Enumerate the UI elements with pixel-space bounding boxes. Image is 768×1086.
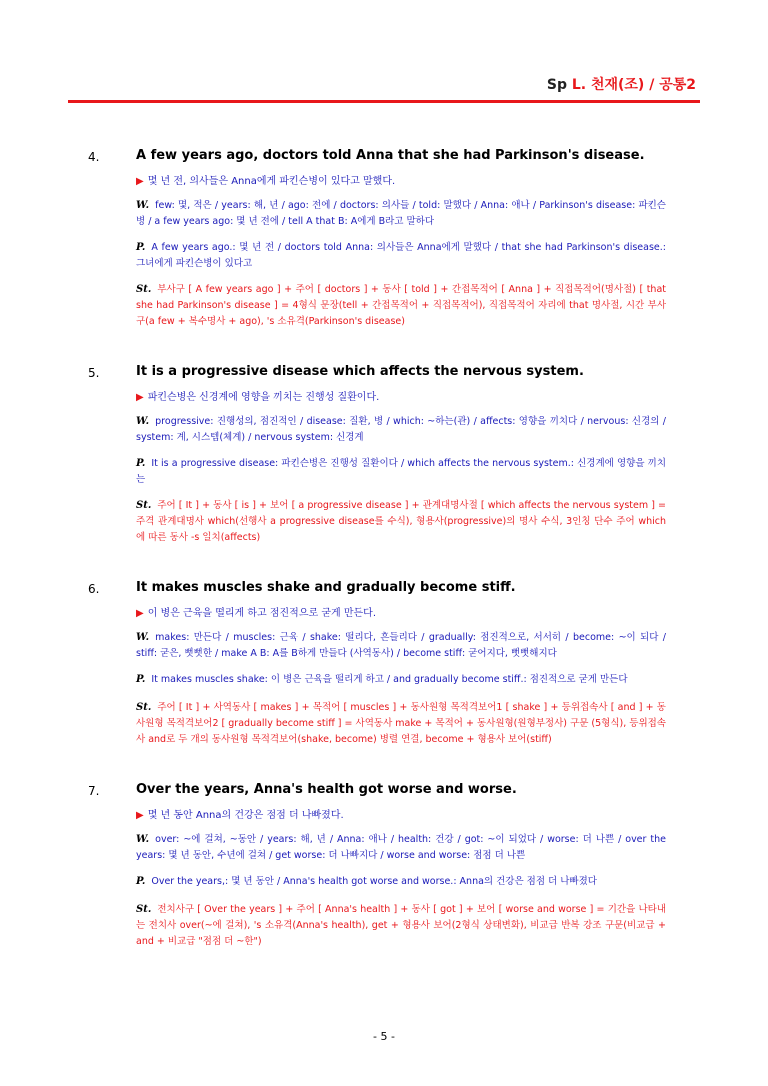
triangle-icon: ▶ xyxy=(136,608,144,619)
phrases-line: P. A few years ago.: 몇 년 전 / doctors told Anna: 의사들은 Anna에게 말했다 / that she had Parkinson's disease.: 그녀에게 파킨슨병이 있다고 xyxy=(136,242,666,269)
p-tag: P. xyxy=(136,674,146,685)
triangle-icon: ▶ xyxy=(136,392,144,403)
structure-line: St. 부사구 [ A few years ago ] + 주어 [ doctors ] + 동사 [ told ] + 간접목적어 [ Anna ] + 직접목적어(명사절) [ that she had Parkinson's disease ] = 4형식 문장(tell + 간접목적어 + 직접목적어), 직접목적어 자리에 that 명사절, 시간 부사구(a few + 복수명사 + ago), 's 소유격(Parkinson's disease) xyxy=(136,284,666,327)
item-number: 4. xyxy=(88,150,100,164)
header-rule xyxy=(68,100,700,103)
korean-translation: ▶ 이 병은 근육을 떨리게 하고 점진적으로 굳게 만든다. xyxy=(136,608,376,619)
item-number: 6. xyxy=(88,582,100,596)
st-tag: St. xyxy=(136,500,152,511)
w-tag: W. xyxy=(136,834,150,845)
page-number: - 5 - xyxy=(373,1030,395,1043)
phrases-line: P. It makes muscles shake: 이 병은 근육을 떨리게 하고 / and gradually become stiff.: 점진적으로 굳게 만든다 xyxy=(136,674,628,685)
korean-translation: ▶ 몇 년 동안 Anna의 건강은 점점 더 나빠졌다. xyxy=(136,810,344,821)
korean-translation: ▶ 몇 년 전, 의사들은 Anna에게 파킨슨병이 있다고 말했다. xyxy=(136,176,396,187)
st-tag: St. xyxy=(136,904,152,915)
english-sentence: It is a progressive disease which affects the nervous system. xyxy=(136,364,584,379)
words-line: W. makes: 만든다 / muscles: 근육 / shake: 떨리다, 흔들리다 / gradually: 점진적으로, 서서히 / become: ~이 되다 / stiff: 굳은, 뻣뻣한 / make A B: A를 B하게 만들다 (사역동사) / become stiff: 굳어지다, 뻣뻣해지다 xyxy=(136,632,666,659)
p-tag: P. xyxy=(136,242,146,253)
phrases-line: P. Over the years,: 몇 년 동안 / Anna's health got worse and worse.: Anna의 건강은 점점 더 나빠졌다 xyxy=(136,876,597,887)
phrases-line: P. It is a progressive disease: 파킨슨병은 진행성 질환이다 / which affects the nervous system.: 신경계에 영향을 끼치는 xyxy=(136,458,666,485)
words-line: W. progressive: 진행성의, 점진적인 / disease: 질환, 병 / which: ~하는(관) / affects: 영향을 끼치다 / nervous: 신경의 / system: 계, 시스템(체계) / nervous system: 신경계 xyxy=(136,416,666,443)
header-slash: / xyxy=(649,77,655,93)
p-tag: P. xyxy=(136,458,146,469)
structure-line: St. 전치사구 [ Over the years ] + 주어 [ Anna's health ] + 동사 [ got ] + 보어 [ worse and worse ] = 기간을 나타내는 전치사 over(~에 걸쳐), 's 소유격(Anna's health), get + 형용사 보어(2형식 상태변화), 비교급 반복 강조 구문(비교급 + and + 비교급 "점점 더 ~한") xyxy=(136,904,666,947)
header-prefix: Sp xyxy=(546,77,567,93)
english-sentence: It makes muscles shake and gradually become stiff. xyxy=(136,580,516,595)
header-series: L. 천재(조) xyxy=(571,77,645,93)
english-sentence: A few years ago, doctors told Anna that she had Parkinson's disease. xyxy=(136,148,645,163)
p-tag: P. xyxy=(136,876,146,887)
words-line: W. over: ~에 걸쳐, ~동안 / years: 해, 년 / Anna: 애나 / health: 건강 / got: ~이 되었다 / worse: 더 나쁜 / over the years: 몇 년 동안, 수년에 걸쳐 / get worse: 더 나빠지다 / worse and worse: 점점 더 나쁜 xyxy=(136,834,666,861)
words-line: W. few: 몇, 적은 / years: 해, 년 / ago: 전에 / doctors: 의사들 / told: 말했다 / Anna: 애나 / Parkinson's disease: 파킨슨병 / a few years ago: 몇 년 전에 / tell A that B: A에게 B라고 말하다 xyxy=(136,200,666,227)
item-number: 7. xyxy=(88,784,100,798)
triangle-icon: ▶ xyxy=(136,810,144,821)
korean-translation: ▶ 파킨슨병은 신경계에 영향을 끼치는 진행성 질환이다. xyxy=(136,392,380,403)
w-tag: W. xyxy=(136,416,150,427)
english-sentence: Over the years, Anna's health got worse and worse. xyxy=(136,782,517,797)
st-tag: St. xyxy=(136,284,152,295)
item-number: 5. xyxy=(88,366,100,380)
st-tag: St. xyxy=(136,702,152,713)
header-unit: 공통2 xyxy=(659,77,696,93)
w-tag: W. xyxy=(136,632,150,643)
triangle-icon: ▶ xyxy=(136,176,144,187)
page-header xyxy=(547,74,696,94)
w-tag: W. xyxy=(136,200,150,211)
structure-line: St. 주어 [ It ] + 사역동사 [ makes ] + 목적어 [ muscles ] + 동사원형 목적격보어1 [ shake ] + 등위접속사 [ and ] + 동사원형 목적격보어2 [ gradually become stiff ] = 사역동사 make + 목적어 + 동사원형(원형부정사) 구문 (5형식), 등위접속사 and로 두 개의 동사원형 목적격보어(shake, become) 병렬 연결, become + 형용사 보어(stiff) xyxy=(136,702,666,745)
structure-line: St. 주어 [ It ] + 동사 [ is ] + 보어 [ a progressive disease ] + 관계대명사절 [ which affects the nervous system ] = 주격 관계대명사 which(선행사 a progressive disease를 수식), 형용사(progressive)의 명사 수식, 3인칭 단수 주어 which에 따른 동사 -s 일치(affects) xyxy=(136,500,666,543)
